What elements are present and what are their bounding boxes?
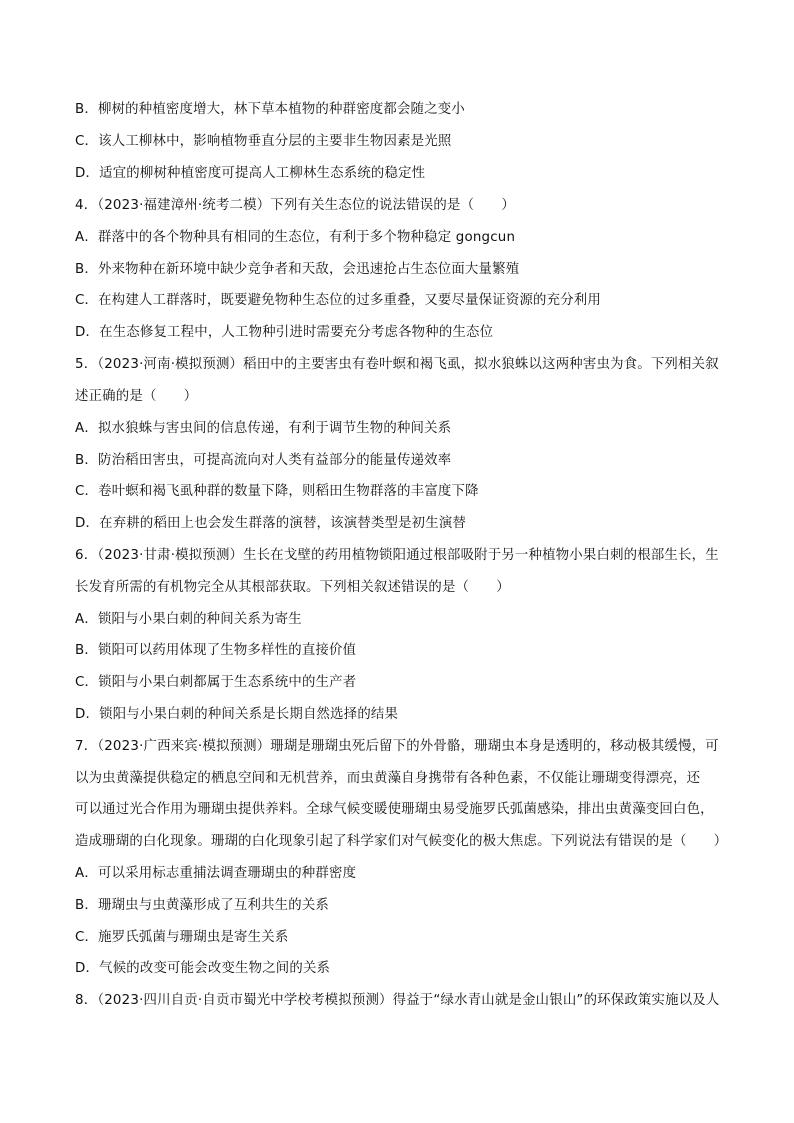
option-line: A．锁阳与小果白刺的种间关系为寄生 [75, 612, 302, 627]
question-stem: 可以通过光合作用为珊瑚虫提供养料。全球气候变暖使珊瑚虫易受施罗氏弧菌感染，排出虫黄藻变回白色， [75, 802, 714, 817]
option-line: C．该人工柳林中，影响植物垂直分层的主要非生物因素是光照 [75, 134, 452, 149]
question-stem: 7．（2023·广西来宾·模拟预测）珊瑚是珊瑚虫死后留下的外骨骼，珊瑚虫本身是透明的，移动极其缓慢，可 [75, 739, 719, 754]
option-line: A．拟水狼蛛与害虫间的信息传递，有利于调节生物的种间关系 [75, 421, 452, 436]
option-line: C．卷叶螟和褐飞虱种群的数量下降，则稻田生物群落的丰富度下降 [75, 484, 479, 499]
option-line: D．在弃耕的稻田上也会发生群落的演替，该演替类型是初生演替 [75, 516, 467, 531]
option-line: D．适宜的柳树种植密度可提高人工柳林生态系统的稳定性 [75, 166, 426, 181]
option-line: D．锁阳与小果白刺的种间关系是长期自然选择的结果 [75, 707, 399, 722]
option-line: B．锁阳可以药用体现了生物多样性的直接价值 [75, 643, 357, 658]
option-line: A．可以采用标志重捕法调查珊瑚虫的种群密度 [75, 866, 357, 881]
question-stem: 长发育所需的有机物完全从其根部获取。下列相关叙述错误的是（ ） [75, 580, 510, 595]
question-stem: 4．（2023·福建漳州·统考二模）下列有关生态位的说法错误的是（ ） [75, 198, 515, 213]
question-stem: 以为虫黄藻提供稳定的栖息空间和无机营养，而虫黄藻自身携带有各种色素，不仅能让珊瑚变得漂亮，还 [75, 771, 701, 786]
option-line: D．气候的改变可能会改变生物之间的关系 [75, 961, 331, 976]
option-line: D．在生态修复工程中，人工物种引进时需要充分考虑各物种的生态位 [75, 325, 494, 340]
option-line: B．外来物种在新环境中缺少竞争者和天敌，会迅速抢占生态位面大量繁殖 [75, 262, 520, 277]
option-line: B．柳树的种植密度增大，林下草本植物的种群密度都会随之变小 [75, 102, 465, 117]
option-line: C．在构建人工群落时，既要避免物种生态位的过多重叠，又要尽量保证资源的充分利用 [75, 293, 601, 308]
question-stem: 8．（2023·四川自贡·自贡市蜀光中学校考模拟预测）得益于“绿水青山就是金山银山”的环保政策实施以及人 [75, 993, 720, 1008]
option-line: B．防治稻田害虫，可提高流向对人类有益部分的能量传递效率 [75, 453, 452, 468]
option-line: C．施罗氏弧菌与珊瑚虫是寄生关系 [75, 930, 289, 945]
question-stem: 6．（2023·甘肃·模拟预测）生长在戈壁的药用植物锁阳通过根部吸附于另一种植物小果白刺的根部生长，生 [75, 548, 719, 563]
question-stem: 5．（2023·河南·模拟预测）稻田中的主要害虫有卷叶螟和褐飞虱，拟水狼蛛以这两种害虫为食。下列相关叙 [75, 357, 719, 372]
option-line: B．珊瑚虫与虫黄藻形成了互利共生的关系 [75, 898, 330, 913]
option-line: C．锁阳与小果白刺都属于生态系统中的生产者 [75, 675, 357, 690]
question-stem: 造成珊瑚的白化现象。珊瑚的白化现象引起了科学家们对气候变化的极大焦虑。下列说法有错误的是（ ） [75, 834, 728, 849]
question-stem: 述正确的是（ ） [75, 389, 198, 404]
option-line: A．群落中的各个物种具有相同的生态位，有利于多个物种稳定 gongcun [75, 230, 516, 245]
